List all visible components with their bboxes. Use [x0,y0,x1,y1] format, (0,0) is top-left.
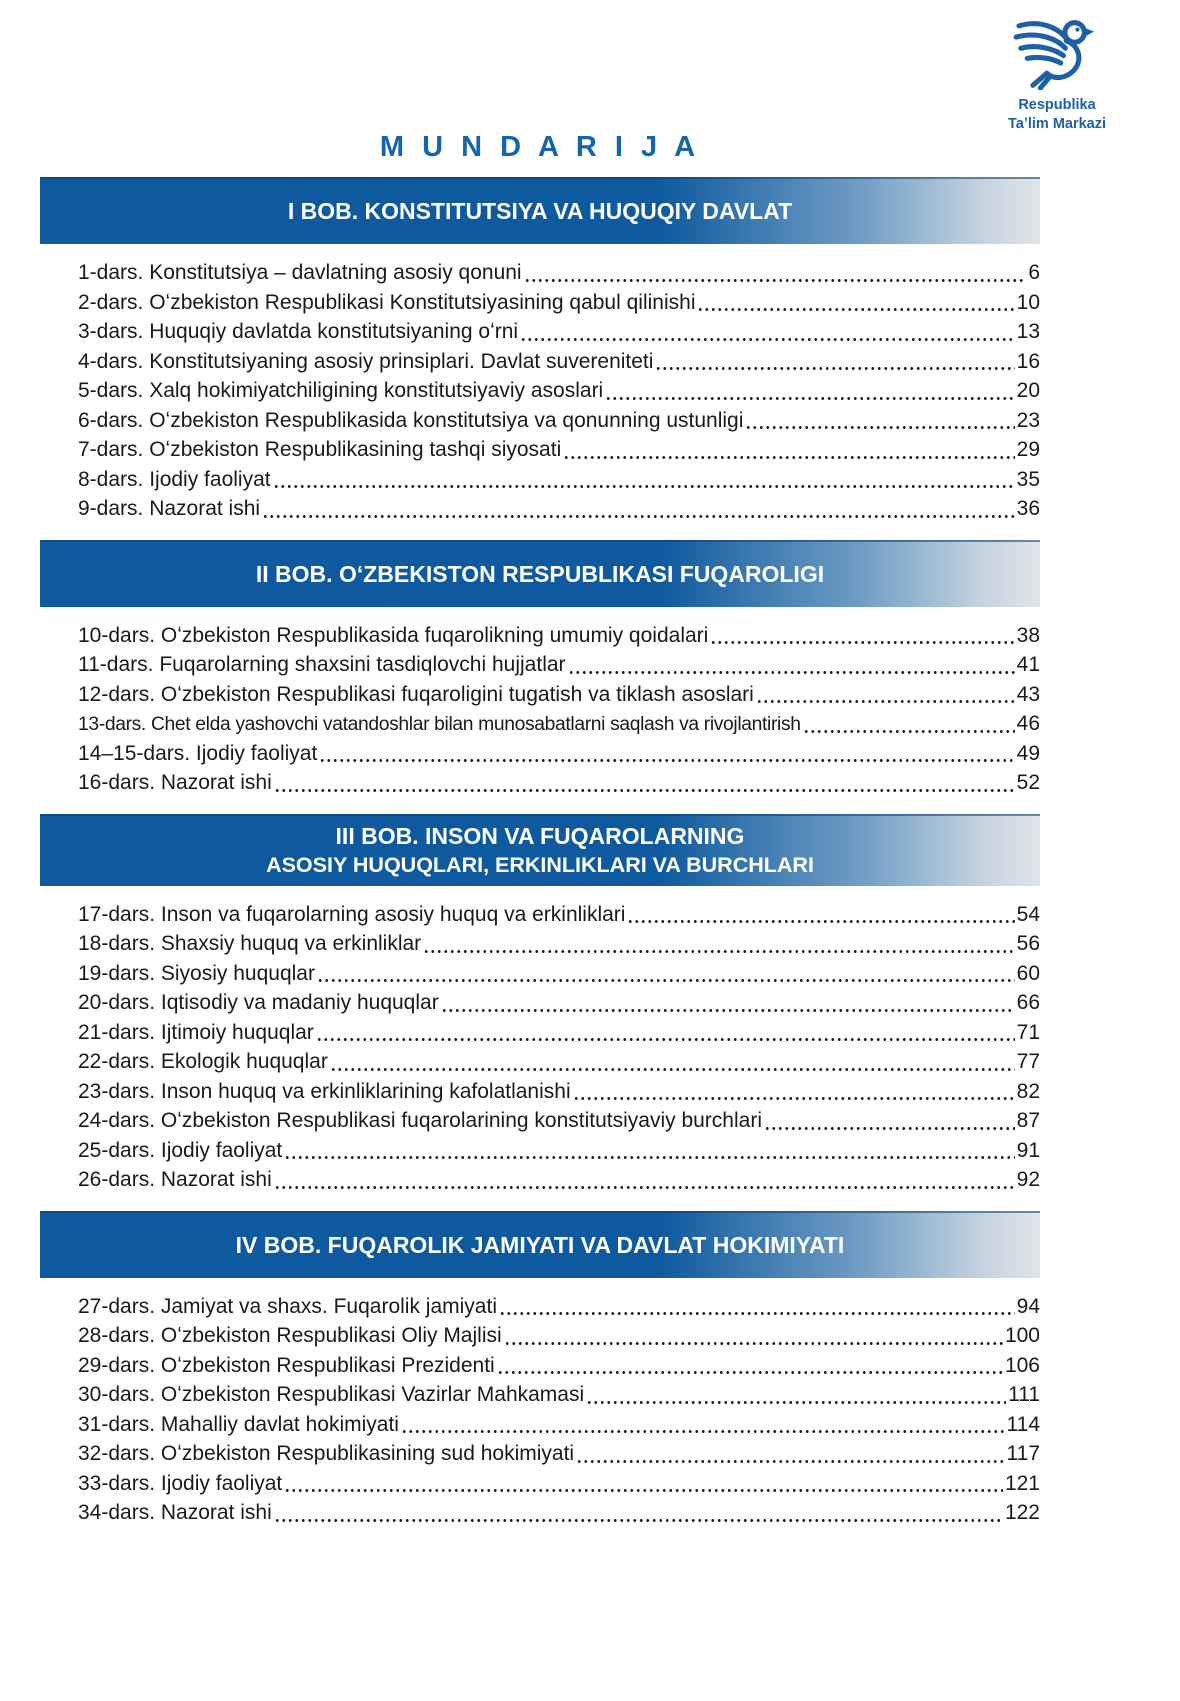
toc-entry-label: 13-dars. Chet elda yashovchi vatandoshlar bilan munosabatlarni saqlash va rivojlantirish [78,714,801,735]
toc-entry [78,1018,1040,1048]
toc-entry-page: 100 [1004,1324,1040,1347]
toc-entry-label: 5-dars. Xalq hokimiyatchiligining konstitutsiyaviy asoslari [78,379,604,402]
toc-entry-page: 117 [1006,1442,1040,1465]
chapter-heading-bar [40,540,1040,607]
toc-entry-label: 19-dars. Siyosiy huquqlar [78,961,315,985]
toc-entry [78,929,1040,959]
toc-entry-label: 1-dars. Konstitutsiya – davlatning asosiy qonuni [78,261,522,284]
toc-entry-label: 20-dars. Iqtisodiy va madaniy huquqlar [78,991,439,1014]
dot-leader [524,279,1027,282]
dot-leader [401,1430,1005,1433]
toc-entry [78,376,1040,406]
toc-list [40,1292,1040,1528]
chapter-heading-line: IV BOB. FUQAROLIK JAMIYATI VA DAVLAT HOKIMIYATI [235,1231,845,1258]
toc-entry-label: 23-dars. Inson huquq va erkinliklarining kafolatlanishi [78,1079,571,1103]
dot-leader [274,1186,1015,1189]
chapter-heading-bar [40,814,1040,886]
toc-entry-page: 35 [1016,467,1040,491]
chapter-heading-line: I BOB. KONSTITUTSIYA VA HUQUQIY DAVLAT [287,198,793,224]
toc-entry-label: 10-dars. Oʻzbekiston Respublikasida fuqarolikning umumiy qoidalari [78,623,709,647]
dot-leader [627,920,1014,923]
toc-entry-label: 7-dars. Oʻzbekiston Respublikasining tashqi siyosati [78,438,562,461]
toc-entry-label: 30-dars. Oʻzbekiston Respublikasi Vazirlar Mahkamasi [78,1383,585,1406]
toc-entry-page: 66 [1016,991,1040,1014]
chapter-heading-line: ASOSIY HUQUQLARI, ERKINLIKLARI VA BURCHLARI [266,852,814,877]
toc-entry [78,1321,1040,1351]
toc-entry-page: 106 [1004,1353,1040,1377]
toc-entry-label: 25-dars. Ijodiy faoliyat [78,1138,283,1162]
toc-entry-page: 6 [1028,261,1040,284]
toc-entry [78,1106,1040,1136]
toc-entry [78,1047,1040,1077]
toc-entry-label: 2-dars. Oʻzbekiston Respublikasi Konstitutsiyasining qabul qilinishi [78,290,696,314]
dot-leader [273,485,1015,488]
chapter-heading-line: II BOB. OʻZBEKISTON RESPUBLIKASI FUQAROLIGI [255,560,825,587]
dot-leader [441,1009,1015,1012]
toc-entry-label: 8-dars. Ijodiy faoliyat [78,467,271,491]
toc-entry-label: 14–15-dars. Ijodiy faoliyat [78,741,318,765]
toc-entry-page: 94 [1016,1294,1040,1318]
toc-entry-page: 16 [1016,349,1040,373]
toc-entry-page: 121 [1004,1471,1040,1495]
dot-leader [319,759,1014,762]
toc-entry-page: 13 [1016,320,1040,343]
dot-leader [568,671,1015,674]
toc-sections [40,177,1040,1528]
toc-entry [78,621,1040,651]
dot-leader [697,308,1014,311]
toc-entry [78,317,1040,347]
toc-entry [78,768,1040,798]
toc-list [40,621,1040,798]
toc-entry-page: 122 [1004,1501,1040,1524]
dot-leader [520,338,1015,341]
toc-entry-page: 111 [1008,1383,1040,1406]
toc-entry-page: 38 [1016,623,1040,647]
toc-entry [78,1077,1040,1107]
toc-entry-label: 27-dars. Jamiyat va shaxs. Fuqarolik jamiyati [78,1294,497,1318]
toc-list [40,258,1040,524]
toc-entry-label: 3-dars. Huquqiy davlatda konstitutsiyaning oʻrni [78,320,519,343]
dot-leader [745,426,1014,429]
toc-entry [78,1469,1040,1499]
toc-list [40,900,1040,1195]
toc-entry-label: 29-dars. Oʻzbekiston Respublikasi Prezidenti [78,1353,495,1377]
dot-leader [284,1489,1003,1492]
toc-entry-label: 6-dars. Oʻzbekiston Respublikasida konstitutsiya va qonunning ustunligi [78,408,744,432]
toc-entry-page: 23 [1016,408,1040,432]
toc-entry-page: 20 [1016,379,1040,402]
dot-leader [756,700,1015,703]
toc-entry [78,258,1040,288]
toc-entry-label: 24-dars. Oʻzbekiston Respublikasi fuqarolarining konstitutsiyaviy burchlari [78,1109,762,1132]
toc-entry [78,435,1040,465]
dot-leader [764,1127,1015,1130]
toc-entry [78,1165,1040,1195]
toc-entry [78,739,1040,769]
dot-leader [262,515,1015,518]
toc-content [40,0,1040,1544]
toc-entry-page: 54 [1016,902,1040,926]
toc-entry-label: 22-dars. Ekologik huquqlar [78,1050,328,1073]
toc-entry-page: 29 [1016,438,1040,461]
dot-leader [497,1371,1003,1374]
toc-entry-label: 34-dars. Nazorat ishi [78,1501,272,1524]
toc-entry-label: 28-dars. Oʻzbekiston Respublikasi Oliy Majlisi [78,1324,502,1347]
toc-entry [78,988,1040,1018]
dot-leader [605,397,1014,400]
toc-entry-page: 114 [1006,1412,1040,1436]
toc-entry-page: 82 [1016,1079,1040,1103]
toc-entry [78,959,1040,989]
toc-entry [78,406,1040,436]
toc-entry-label: 21-dars. Ijtimoiy huquqlar [78,1020,314,1044]
chapter-heading-line: III BOB. INSON VA FUQAROLARNING [335,822,745,849]
dot-leader [710,641,1014,644]
toc-entry-label: 16-dars. Nazorat ishi [78,771,272,794]
toc-entry-label: 31-dars. Mahalliy davlat hokimiyati [78,1412,399,1436]
toc-entry-label: 26-dars. Nazorat ishi [78,1168,272,1191]
toc-entry-page: 43 [1016,682,1040,706]
toc-entry [78,680,1040,710]
toc-entry [78,1351,1040,1381]
toc-entry [78,494,1040,524]
toc-entry-page: 92 [1016,1168,1040,1191]
toc-entry-page: 77 [1016,1050,1040,1073]
dot-leader [317,979,1015,982]
dot-leader [274,789,1015,792]
toc-section [40,1211,1040,1528]
toc-entry [78,1136,1040,1166]
dot-leader [655,367,1014,370]
toc-entry-label: 33-dars. Ijodiy faoliyat [78,1471,283,1495]
toc-entry-page: 71 [1016,1020,1040,1044]
toc-entry-page: 56 [1016,932,1040,955]
toc-entry-page: 36 [1016,497,1040,520]
dot-leader [803,730,1015,733]
toc-entry [78,1380,1040,1410]
dot-leader [330,1068,1015,1071]
rtm-logo-line1: Respublika [1018,97,1096,113]
toc-entry [78,900,1040,930]
dot-leader [586,1401,1006,1404]
page-title: M U N D A R I J A [379,131,701,163]
dot-leader [274,1519,1003,1522]
toc-entry-page: 46 [1016,712,1040,735]
toc-entry-label: 12-dars. Oʻzbekiston Respublikasi fuqaroligini tugatish va tiklash asoslari [78,682,754,706]
toc-entry-page: 10 [1016,290,1040,314]
toc-entry-label: 17-dars. Inson va fuqarolarning asosiy huquq va erkinliklari [78,902,626,926]
toc-entry-label: 18-dars. Shaxsiy huquq va erkinliklar [78,932,422,955]
toc-entry-label: 32-dars. Oʻzbekiston Respublikasining sud hokimiyati [78,1442,575,1465]
dot-leader [576,1460,1004,1463]
toc-entry-page: 49 [1016,741,1040,765]
toc-entry [78,1410,1040,1440]
rtm-logo-line2: Taʼlim Markazi [1007,115,1107,132]
dot-leader [563,456,1014,459]
toc-entry [78,347,1040,377]
chapter-heading-bar [40,1211,1040,1278]
dot-leader [499,1312,1015,1315]
toc-entry [78,1439,1040,1469]
toc-section [40,177,1040,524]
toc-entry [78,1498,1040,1528]
toc-entry [78,709,1040,739]
toc-entry [78,1292,1040,1322]
chapter-heading-bar [40,177,1040,244]
toc-entry [78,650,1040,680]
toc-entry-page: 52 [1016,771,1040,794]
dot-leader [284,1156,1014,1159]
dot-leader [504,1342,1003,1345]
toc-entry-page: 41 [1016,653,1040,676]
toc-section [40,540,1040,798]
toc-entry-page: 60 [1016,961,1040,985]
toc-entry [78,288,1040,318]
toc-entry-label: 11-dars. Fuqarolarning shaxsini tasdiqlovchi hujjatlar [78,653,566,676]
toc-section [40,814,1040,1195]
dot-leader [423,950,1014,953]
dot-leader [573,1097,1015,1100]
toc-entry-label: 9-dars. Nazorat ishi [78,497,261,520]
toc-entry-label: 4-dars. Konstitutsiyaning asosiy prinsiplari. Davlat suvereniteti [78,349,654,373]
toc-entry-page: 87 [1016,1109,1040,1132]
dot-leader [316,1038,1015,1041]
toc-entry [78,465,1040,495]
toc-entry-page: 91 [1016,1138,1040,1162]
